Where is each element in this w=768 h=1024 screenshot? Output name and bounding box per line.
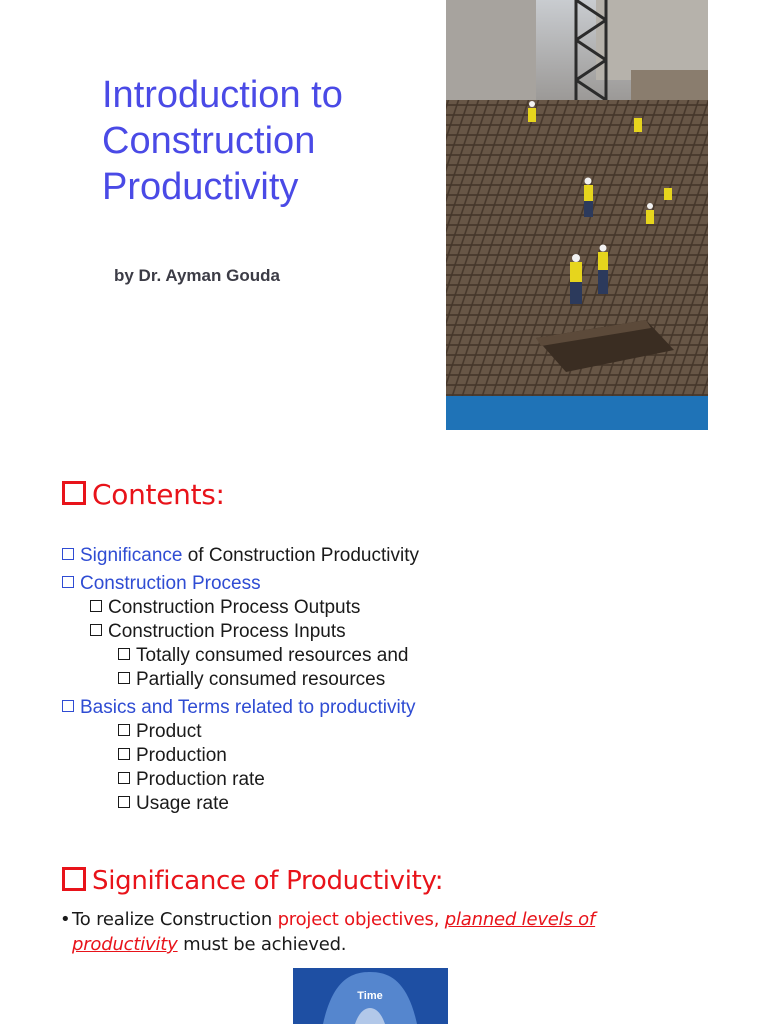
title-line-3: Productivity	[102, 166, 299, 208]
title-line-1: Introduction to	[102, 74, 343, 116]
diagram-time-label: Time	[357, 990, 383, 1002]
checkbox-square-icon	[118, 748, 130, 760]
contents-heading: Contents:	[62, 478, 225, 511]
list-item: Construction Process Inputs	[62, 620, 419, 644]
list-item: Production rate	[62, 768, 419, 792]
checkbox-square-icon	[118, 772, 130, 784]
list-item: Usage rate	[62, 792, 419, 816]
title-slide	[0, 0, 768, 432]
bullet-dot-icon: •	[60, 909, 71, 930]
contents-list	[62, 544, 419, 816]
significance-bullet: •To realize Construction project objectives, planned levels of productivity must be achieved.	[60, 909, 596, 955]
list-item: Production	[62, 744, 419, 768]
construction-site-photo	[446, 0, 708, 430]
list-item: Significance of Construction Productivity	[62, 544, 419, 568]
checkbox-square-icon	[62, 548, 74, 560]
list-item: Partially consumed resources	[62, 668, 419, 692]
checkbox-square-icon	[118, 724, 130, 736]
list-item: Totally consumed resources and	[62, 644, 419, 668]
project-objectives-diagram	[293, 968, 448, 1024]
author-byline: by Dr. Ayman Gouda	[114, 266, 280, 285]
list-item: Construction Process Outputs	[62, 596, 419, 620]
checkbox-square-icon	[90, 600, 102, 612]
checkbox-square-icon	[118, 648, 130, 660]
checkbox-square-icon	[62, 700, 74, 712]
list-item: Product	[62, 720, 419, 744]
checkbox-square-icon	[118, 796, 130, 808]
checkbox-square-icon	[62, 576, 74, 588]
presentation-title	[102, 72, 422, 210]
significance-heading: Significance of Productivity:	[62, 866, 443, 896]
checkbox-square-icon	[62, 867, 86, 891]
checkbox-square-icon	[118, 672, 130, 684]
list-item: Basics and Terms related to productivity	[62, 696, 419, 720]
checkbox-square-icon	[62, 481, 86, 505]
list-item: Construction Process	[62, 572, 419, 596]
title-line-2: Construction	[102, 120, 316, 162]
checkbox-square-icon	[90, 624, 102, 636]
